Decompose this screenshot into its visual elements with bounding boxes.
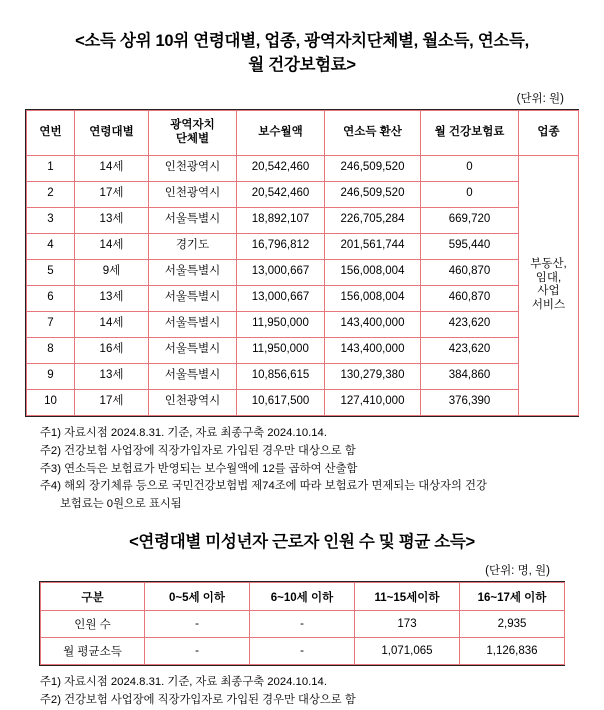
- cell-annual-income: 226,705,284: [325, 207, 421, 233]
- table-row: [27, 233, 579, 259]
- cell-age: 14세: [75, 233, 149, 259]
- income-table-wrapper: [25, 109, 579, 417]
- cell-age: 9세: [75, 259, 149, 285]
- cell-age: 13세: [75, 207, 149, 233]
- note-3: 주3) 연소득은 보험료가 반영되는 보수월액에 12를 곱하여 산출함: [40, 462, 358, 475]
- cell-no: 2: [27, 181, 75, 207]
- page-title: [18, 0, 586, 78]
- unit-note-2: (단위: 명, 원): [485, 565, 550, 578]
- note-4-continued: 보험료는 0원으로 표시됨: [60, 498, 182, 511]
- col-header-region: [149, 110, 237, 155]
- industry-line-4: 서비스: [531, 299, 566, 312]
- cell-value: 1,071,065: [355, 638, 460, 665]
- cell-age: 16세: [75, 337, 149, 363]
- cell-monthly-pay: 16,796,812: [237, 233, 325, 259]
- notes-block-2: [18, 666, 586, 710]
- col-header-industry: 업종: [519, 110, 579, 155]
- cell-age: 13세: [75, 285, 149, 311]
- cell-region: 인천광역시: [149, 389, 237, 415]
- cell-age: 14세: [75, 311, 149, 337]
- cell-insurance: 460,870: [421, 285, 519, 311]
- cell-value: -: [145, 611, 250, 638]
- cell-insurance: 423,620: [421, 337, 519, 363]
- cell-region: 서울특별시: [149, 337, 237, 363]
- col-header-age-6-10: 6~10세 이하: [250, 583, 355, 611]
- cell-annual-income: 246,509,520: [325, 181, 421, 207]
- cell-value: -: [250, 611, 355, 638]
- cell-value: -: [145, 638, 250, 665]
- table-row: [27, 389, 579, 415]
- table-row: [27, 337, 579, 363]
- cell-no: 3: [27, 207, 75, 233]
- unit-note-1: (단위: 원): [516, 92, 564, 105]
- table-row: [41, 611, 565, 638]
- cell-monthly-pay: 18,892,107: [237, 207, 325, 233]
- cell-insurance: 376,390: [421, 389, 519, 415]
- cell-annual-income: 127,410,000: [325, 389, 421, 415]
- cell-insurance: 0: [421, 155, 519, 181]
- note-2: 주2) 건강보험 사업장에 직장가입자로 가입된 경우만 대상으로 함: [40, 444, 356, 457]
- col-header-category: 구분: [41, 583, 145, 611]
- cell-no: 4: [27, 233, 75, 259]
- page-title-2: <연령대별 미성년자 근로자 인원 수 및 평균 소득>: [129, 533, 475, 552]
- cell-region: 서울특별시: [149, 311, 237, 337]
- cell-insurance: 595,440: [421, 233, 519, 259]
- col-header-no: 연번: [27, 110, 75, 155]
- industry-line-1: 부동산,: [530, 257, 567, 270]
- cell-region: 경기도: [149, 233, 237, 259]
- cell-monthly-pay: 13,000,667: [237, 259, 325, 285]
- cell-insurance: 423,620: [421, 311, 519, 337]
- col-header-monthly-pay: 보수월액: [237, 110, 325, 155]
- cell-annual-income: 156,008,004: [325, 259, 421, 285]
- cell-annual-income: 143,400,000: [325, 337, 421, 363]
- cell-annual-income: 156,008,004: [325, 285, 421, 311]
- cell-no: 10: [27, 389, 75, 415]
- cell-age: 17세: [75, 181, 149, 207]
- col-header-region-line2: 단체별: [175, 132, 210, 145]
- cell-annual-income: 130,279,380: [325, 363, 421, 389]
- cell-value: -: [250, 638, 355, 665]
- table-row: [27, 285, 579, 311]
- table-row: [41, 638, 565, 665]
- cell-age: 13세: [75, 363, 149, 389]
- cell-annual-income: 201,561,744: [325, 233, 421, 259]
- cell-no: 5: [27, 259, 75, 285]
- table-header-row: [27, 110, 579, 155]
- cell-monthly-pay: 10,856,615: [237, 363, 325, 389]
- industry-line-2: 임대,: [535, 271, 562, 284]
- cell-monthly-pay: 13,000,667: [237, 285, 325, 311]
- col-header-age-11-15: 11~15세이하: [355, 583, 460, 611]
- cell-no: 7: [27, 311, 75, 337]
- cell-row-label: 인원 수: [41, 611, 145, 638]
- cell-annual-income: 143,400,000: [325, 311, 421, 337]
- cell-monthly-pay: 20,542,460: [237, 181, 325, 207]
- cell-region: 서울특별시: [149, 207, 237, 233]
- note-4: 주4) 해외 장기체류 등으로 국민건강보험법 제74조에 따라 보험료가 면제되는 대상자의 건강: [40, 480, 487, 493]
- table-row: [27, 259, 579, 285]
- col-header-region-line1: 광역자치: [170, 119, 215, 132]
- cell-insurance: 0: [421, 181, 519, 207]
- col-header-age-0-5: 0~5세 이하: [145, 583, 250, 611]
- cell-monthly-pay: 11,950,000: [237, 337, 325, 363]
- col-header-age-16-17: 16~17세 이하: [460, 583, 565, 611]
- cell-insurance: 669,720: [421, 207, 519, 233]
- cell-row-label: 월 평균소득: [41, 638, 145, 665]
- industry-line-3: 사업: [537, 285, 560, 298]
- cell-value: 2,935: [460, 611, 565, 638]
- col-header-annual-income: 연소득 환산: [325, 110, 421, 155]
- table-row: [27, 155, 579, 181]
- cell-monthly-pay: 10,617,500: [237, 389, 325, 415]
- minor-income-table: [40, 582, 565, 665]
- cell-no: 1: [27, 155, 75, 181]
- note-1: 주1) 자료시점 2024.8.31. 기준, 자료 최종구축 2024.10.14.: [40, 426, 327, 439]
- cell-value: 173: [355, 611, 460, 638]
- cell-region: 서울특별시: [149, 363, 237, 389]
- table-row: [27, 181, 579, 207]
- cell-no: 8: [27, 337, 75, 363]
- cell-region: 인천광역시: [149, 155, 237, 181]
- cell-industry: [519, 155, 579, 415]
- cell-annual-income: 246,509,520: [325, 155, 421, 181]
- cell-age: 14세: [75, 155, 149, 181]
- page-title-line1: <소득 상위 10위 연령대별, 업종, 광역자치단체별, 월소득, 연소득,: [75, 32, 529, 50]
- notes-block-1: [18, 417, 586, 514]
- col-header-age: 연령대별: [75, 110, 149, 155]
- minor-table-wrapper: [39, 581, 565, 666]
- cell-insurance: 384,860: [421, 363, 519, 389]
- cell-value: 1,126,836: [460, 638, 565, 665]
- table-row: [27, 363, 579, 389]
- note-1: 주1) 자료시점 2024.8.31. 기준, 자료 최종구축 2024.10.14.: [40, 676, 327, 689]
- table-header-row: [41, 583, 565, 611]
- note-2: 주2) 건강보험 사업장에 직장가입자로 가입된 경우만 대상으로 함: [40, 693, 356, 706]
- cell-no: 6: [27, 285, 75, 311]
- table-row: [27, 207, 579, 233]
- table-row: [27, 311, 579, 337]
- cell-age: 17세: [75, 389, 149, 415]
- cell-insurance: 460,870: [421, 259, 519, 285]
- page-title-line2: 월 건강보험료>: [248, 55, 356, 74]
- cell-monthly-pay: 20,542,460: [237, 155, 325, 181]
- cell-region: 서울특별시: [149, 259, 237, 285]
- cell-no: 9: [27, 363, 75, 389]
- col-header-insurance: 월 건강보험료: [421, 110, 519, 155]
- cell-region: 인천광역시: [149, 181, 237, 207]
- cell-region: 서울특별시: [149, 285, 237, 311]
- cell-monthly-pay: 11,950,000: [237, 311, 325, 337]
- income-table: [26, 110, 579, 416]
